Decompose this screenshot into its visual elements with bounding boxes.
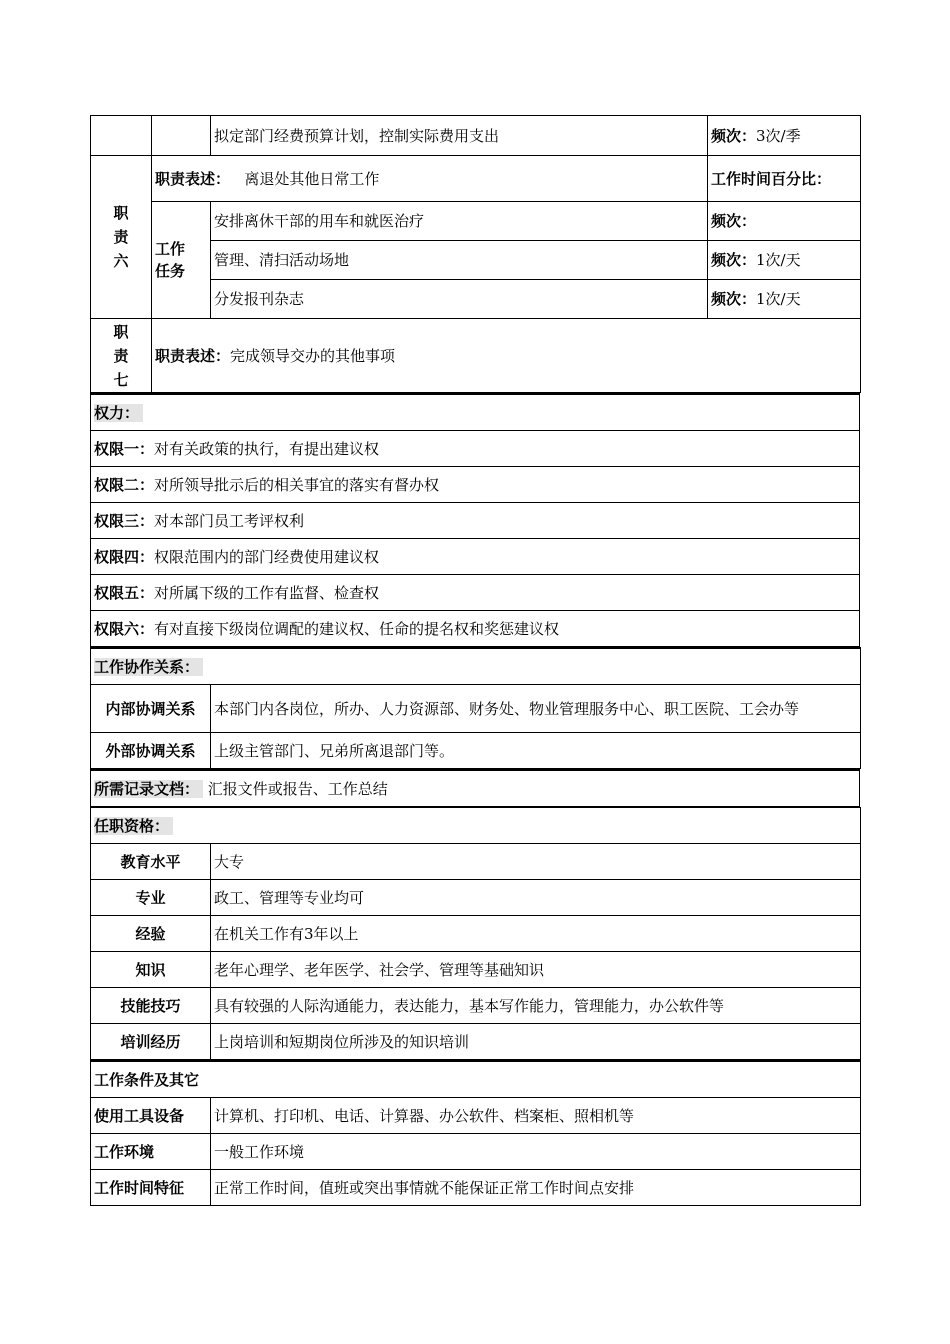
- prev-task-row: [91, 116, 861, 156]
- duty-desc-label: 职责表述：: [155, 169, 231, 188]
- qualification-text: 大专: [211, 844, 861, 880]
- records-table: [90, 769, 860, 807]
- qualification-row: [91, 844, 861, 880]
- condition-row: [91, 1098, 861, 1134]
- duties-table: [90, 115, 861, 393]
- power-label: 权限一：: [94, 439, 155, 458]
- qualification-row: [91, 880, 861, 916]
- power-row: [91, 539, 860, 575]
- condition-text: 一般工作环境: [211, 1134, 861, 1170]
- freq-value: 1次/天: [756, 290, 801, 308]
- freq-label: 频次：: [711, 126, 757, 145]
- duty7-row: [91, 319, 861, 393]
- condition-text: 正常工作时间，值班或突出事情就不能保证正常工作时间点安排: [211, 1170, 861, 1206]
- qualification-text: 老年心理学、老年医学、社会学、管理等基础知识: [211, 952, 861, 988]
- internal-row: [91, 685, 861, 733]
- power-text: 对有关政策的执行，有提出建议权: [154, 439, 380, 458]
- power-row: [91, 575, 860, 611]
- qualifications-title-row: [91, 808, 861, 844]
- duty6-desc-row: [91, 156, 861, 202]
- powers-title-row: [91, 394, 860, 431]
- power-row: [91, 467, 860, 503]
- power-label: 权限六：: [94, 619, 155, 638]
- qualification-label: 知识: [91, 952, 211, 988]
- external-text: 上级主管部门、兄弟所离退部门等。: [211, 733, 861, 769]
- qualification-row: [91, 916, 861, 952]
- external-label: 外部协调关系: [91, 733, 211, 769]
- task-text: 管理、清扫活动场地: [211, 241, 708, 280]
- duty-desc: 完成领导交办的其他事项: [230, 346, 396, 365]
- qualifications-table: [90, 807, 861, 1060]
- qualification-label: 技能技巧: [91, 988, 211, 1024]
- section-title: 工作条件及其它: [91, 1061, 861, 1098]
- task-text: 拟定部门经费预算计划，控制实际费用支出: [211, 116, 708, 156]
- freq-label: 频次：: [711, 212, 757, 230]
- task-label: 工作 任务: [152, 202, 211, 319]
- freq-label: 频次：: [711, 290, 757, 308]
- powers-table: [90, 393, 860, 647]
- qualification-text: 政工、管理等专业均可: [211, 880, 861, 916]
- qualification-row: [91, 952, 861, 988]
- power-text: 权限范围内的部门经费使用建议权: [154, 547, 380, 566]
- power-row: [91, 431, 860, 467]
- internal-label: 内部协调关系: [91, 685, 211, 733]
- records-label: 所需记录文档：: [94, 780, 203, 798]
- task-row: [91, 202, 861, 241]
- records-row: [91, 770, 860, 807]
- internal-text: 本部门内各岗位，所办、人力资源部、财务处、物业管理服务中心、职工医院、工会办等: [211, 685, 861, 733]
- conditions-table: [90, 1060, 861, 1206]
- freq-label: 频次：: [711, 251, 757, 269]
- power-label: 权限五：: [94, 583, 155, 602]
- conditions-title-row: [91, 1061, 861, 1098]
- qualification-label: 专业: [91, 880, 211, 916]
- qualification-row: [91, 1024, 861, 1060]
- external-row: [91, 733, 861, 769]
- qualification-row: [91, 988, 861, 1024]
- condition-label: 使用工具设备: [91, 1098, 211, 1134]
- condition-label: 工作时间特征: [91, 1170, 211, 1206]
- condition-row: [91, 1170, 861, 1206]
- condition-text: 计算机、打印机、电话、计算器、办公软件、档案柜、照相机等: [211, 1098, 861, 1134]
- job-description-document: [90, 115, 860, 1206]
- task-text: 安排离休干部的用车和就医治疗: [211, 202, 708, 241]
- section-title: 任职资格：: [94, 817, 173, 835]
- condition-label: 工作环境: [91, 1134, 211, 1170]
- percent-label: 工作时间百分比：: [708, 156, 861, 202]
- power-row: [91, 611, 860, 647]
- qualification-text: 上岗培训和短期岗位所涉及的知识培训: [211, 1024, 861, 1060]
- relations-title-row: [91, 648, 861, 685]
- qualification-text: 在机关工作有3年以上: [211, 916, 861, 952]
- power-label: 权限二：: [94, 475, 155, 494]
- records-text: 汇报文件或报告、工作总结: [207, 779, 388, 798]
- section-title: 工作协作关系：: [94, 658, 203, 676]
- relations-table: [90, 647, 861, 769]
- condition-row: [91, 1134, 861, 1170]
- power-text: 对所领导批示后的相关事宜的落实有督办权: [154, 475, 440, 494]
- power-row: [91, 503, 860, 539]
- duty7-label: 职 责 七: [91, 319, 152, 393]
- power-text: 对本部门员工考评权利: [154, 511, 305, 530]
- qualification-text: 具有较强的人际沟通能力，表达能力，基本写作能力，管理能力，办公软件等: [211, 988, 861, 1024]
- freq-value: 3次/季: [756, 126, 801, 145]
- power-label: 权限四：: [94, 547, 155, 566]
- qualification-label: 教育水平: [91, 844, 211, 880]
- power-text: 有对直接下级岗位调配的建议权、任命的提名权和奖惩建议权: [154, 619, 560, 638]
- task-text: 分发报刊杂志: [211, 280, 708, 319]
- section-title: 权力：: [94, 404, 143, 422]
- duty-desc-label: 职责表述：: [155, 346, 231, 365]
- power-label: 权限三：: [94, 511, 155, 530]
- qualification-label: 经验: [91, 916, 211, 952]
- duty6-label: 职 责 六: [91, 156, 152, 319]
- duty-desc: 离退处其他日常工作: [244, 169, 380, 188]
- power-text: 对所属下级的工作有监督、检查权: [154, 583, 380, 602]
- qualification-label: 培训经历: [91, 1024, 211, 1060]
- freq-value: 1次/天: [756, 251, 801, 269]
